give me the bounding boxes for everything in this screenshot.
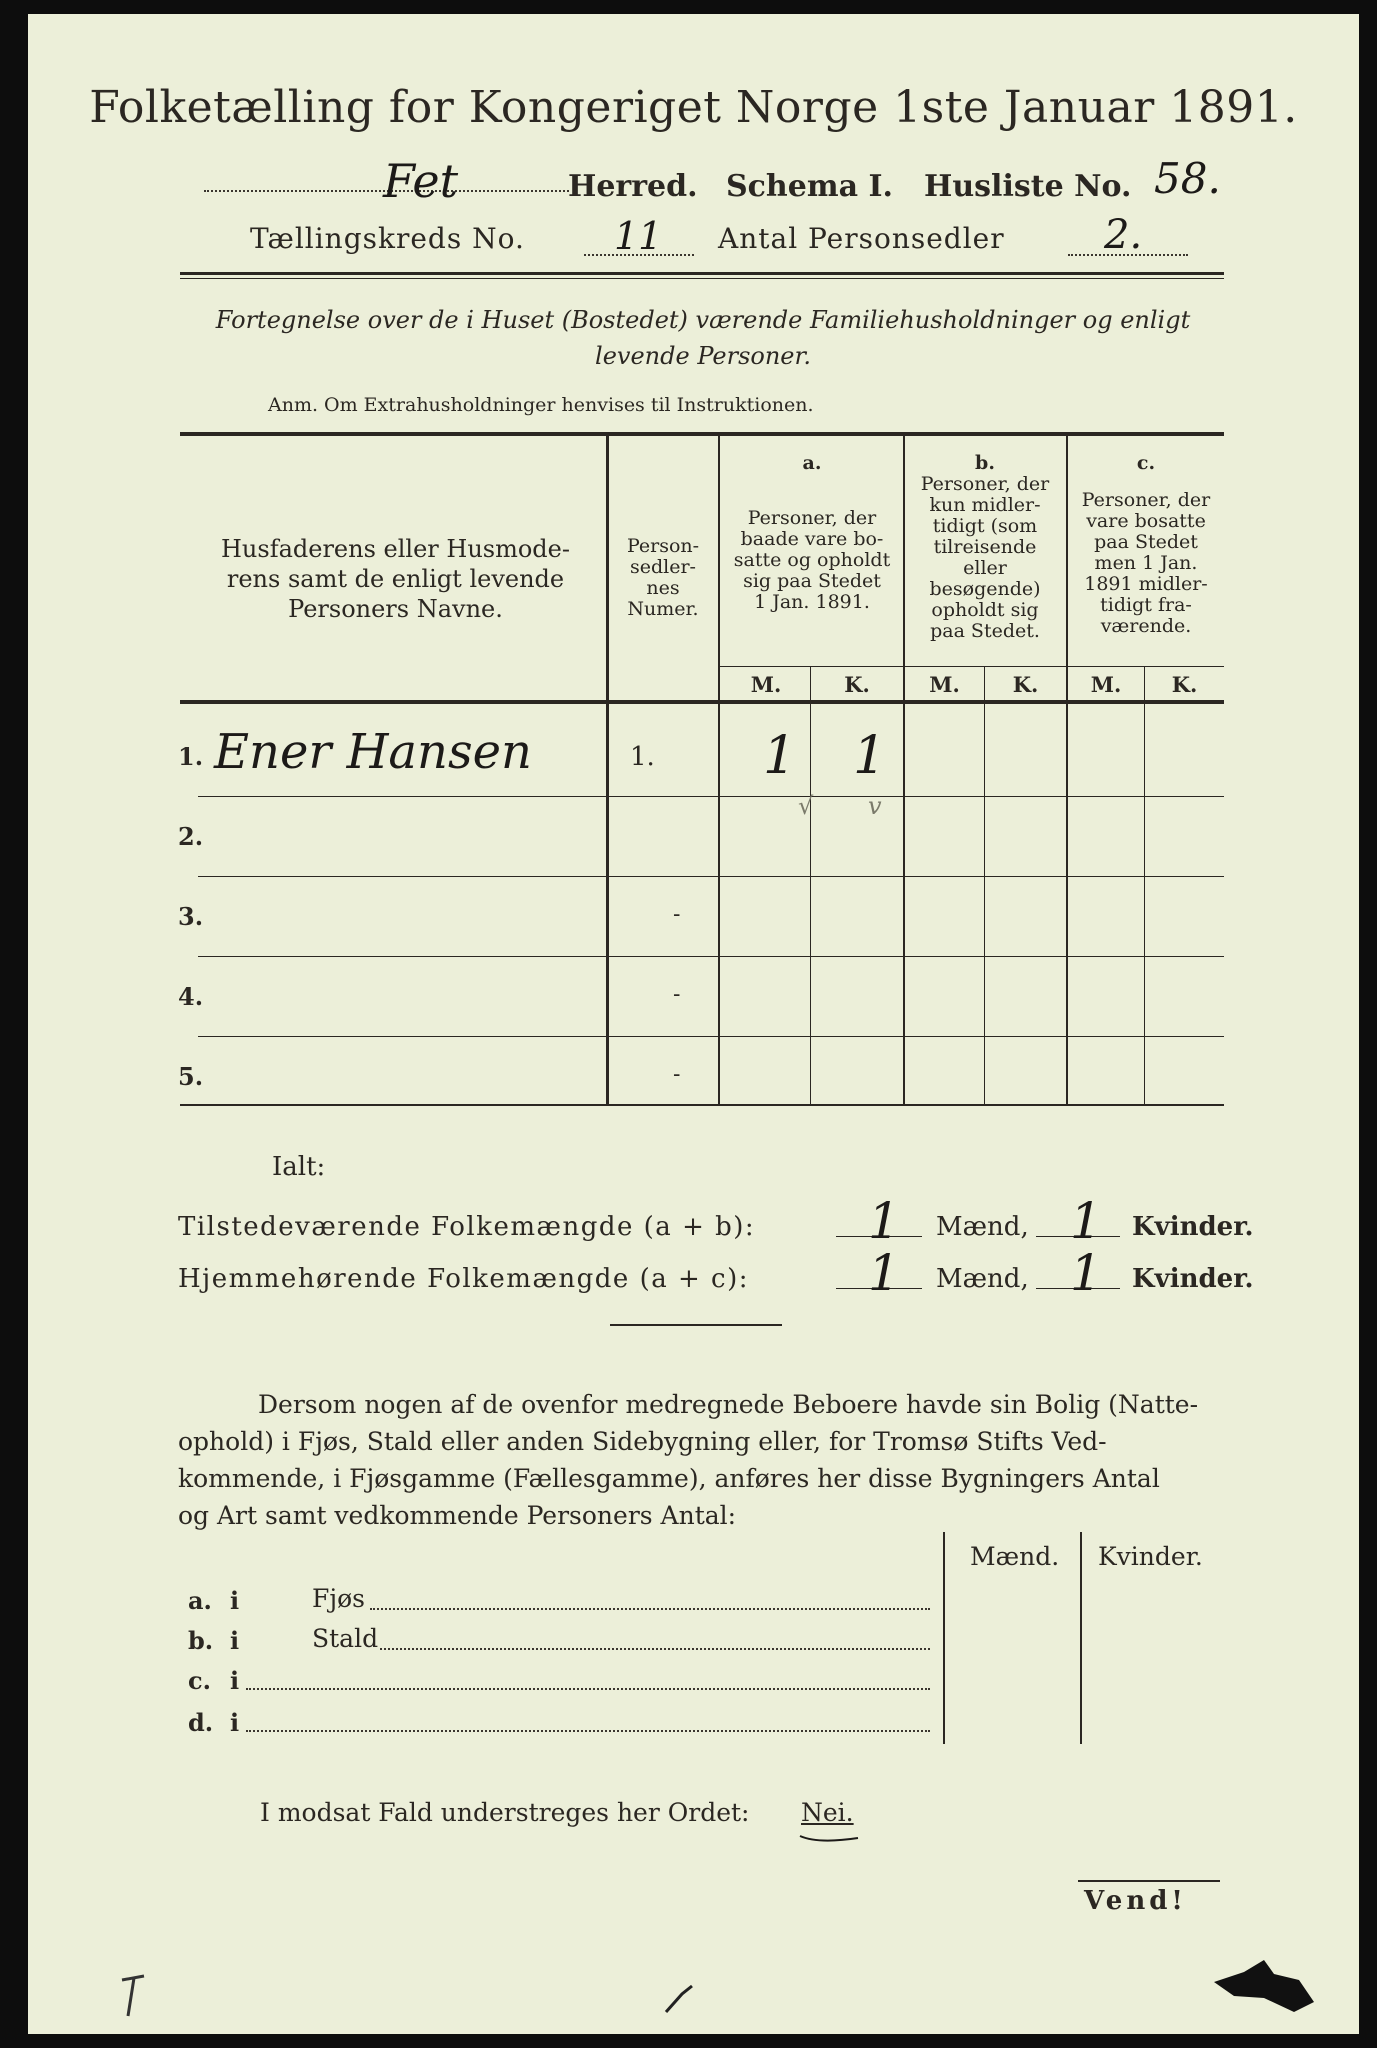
tilstede-maend: 1 bbox=[868, 1192, 900, 1250]
schema-label: Schema I. bbox=[726, 169, 893, 204]
row2-rule bbox=[198, 876, 1224, 877]
page-tear-mark bbox=[1204, 1952, 1324, 2022]
header-b-line8: paa Stedet. bbox=[930, 620, 1040, 642]
header-numer-line1: Person- bbox=[626, 535, 700, 557]
kreds-value: 11 bbox=[614, 214, 663, 258]
antal-value: 2. bbox=[1104, 212, 1143, 258]
b-mk-rule bbox=[905, 666, 1066, 667]
tilstede-kvinder-word: Kvinder. bbox=[1132, 1212, 1254, 1242]
row1-rule bbox=[198, 796, 1224, 797]
header-c-line3: paa Stedet bbox=[1094, 531, 1198, 553]
col-line-a-mk bbox=[810, 666, 811, 1106]
header-c-line6: tidigt fra- bbox=[1100, 594, 1192, 616]
modsat-text: I modsat Fald understreges her Ordet: bbox=[260, 1798, 750, 1827]
herred-value: Fet bbox=[383, 154, 459, 208]
header-b-line2: kun midler- bbox=[929, 494, 1041, 516]
building-row-i: i bbox=[230, 1666, 240, 1695]
buildings-para-line3: kommende, i Fjøsgamme (Fællesgamme), anføres her disse Bygningers Antal bbox=[178, 1464, 1160, 1493]
buildings-col-line2 bbox=[1080, 1532, 1082, 1744]
header-a-line1: Personer, der bbox=[747, 507, 877, 529]
kreds-label: Tællingskreds No. bbox=[250, 222, 525, 255]
header-b-line7: opholdt sig bbox=[931, 599, 1039, 621]
hjemme-kvinder-word: Kvinder. bbox=[1132, 1264, 1254, 1294]
buildings-para-line1: Dersom nogen af de ovenfor medregnede Beboere havde sin Bolig (Natte- bbox=[258, 1390, 1199, 1419]
row-numer: - bbox=[673, 1062, 681, 1087]
antal-label: Antal Personsedler bbox=[718, 222, 1005, 255]
header-c-line2: vare bosatte bbox=[1086, 510, 1206, 532]
header-b-letter: b. bbox=[975, 452, 995, 474]
building-row-dots bbox=[380, 1648, 930, 1650]
header-b-line6: besøgende) bbox=[929, 578, 1041, 600]
header-c-line1: Personer, der bbox=[1081, 489, 1211, 511]
row-number: 4. bbox=[178, 982, 204, 1011]
header-b-line1: Personer, der bbox=[920, 473, 1050, 495]
building-row-i: i bbox=[230, 1586, 240, 1615]
nei-underline-stroke bbox=[798, 1832, 862, 1844]
header-b-line5: eller bbox=[963, 557, 1007, 579]
header-a-line5: 1 Jan. 1891. bbox=[754, 591, 870, 613]
a-mk-rule bbox=[720, 666, 903, 667]
header-c-line5: 1891 midler- bbox=[1084, 573, 1208, 595]
buildings-paragraph bbox=[178, 1386, 1228, 1534]
buildings-para-line4: og Art samt vedkommende Personers Antal: bbox=[178, 1501, 737, 1530]
building-row-dots bbox=[370, 1608, 930, 1610]
header-c-col bbox=[1069, 490, 1223, 637]
buildings-col-line1 bbox=[943, 1532, 945, 1744]
header-name-line3: Personers Navne. bbox=[288, 595, 503, 623]
header-a-col bbox=[722, 508, 902, 613]
header-a-line4: sig paa Stedet bbox=[743, 570, 881, 592]
vend-rule bbox=[1078, 1880, 1220, 1882]
col-line-b-mk bbox=[984, 666, 985, 1106]
header-numer-line3: nes bbox=[646, 577, 680, 599]
header-name-line2: rens samt de enligt levende bbox=[226, 565, 565, 593]
header-rule-thin bbox=[180, 278, 1224, 279]
building-row-i: i bbox=[230, 1708, 240, 1737]
ialt-label: Ialt: bbox=[272, 1152, 326, 1182]
row4-rule bbox=[198, 1036, 1224, 1037]
row-a-m: 1 bbox=[763, 726, 797, 786]
form-title: Folketælling for Kongeriget Norge 1ste Januar 1891. bbox=[89, 82, 1298, 133]
header-c-line7: værende. bbox=[1100, 615, 1192, 637]
mk-c-m: M. bbox=[1090, 672, 1122, 697]
col-line-a bbox=[903, 434, 905, 1106]
mk-b-m: M. bbox=[929, 672, 960, 697]
row-numer: 1. bbox=[630, 742, 655, 772]
building-row-label: Stald bbox=[312, 1624, 379, 1653]
buildings-para-line2: ophold) i Fjøs, Stald eller anden Sidebygning eller, for Tromsø Stifts Ved- bbox=[178, 1427, 1107, 1456]
tilstede-kvinder: 1 bbox=[1070, 1192, 1102, 1250]
building-row-dots bbox=[246, 1730, 930, 1732]
building-row-letter: b. bbox=[188, 1626, 214, 1655]
mk-a-k: K. bbox=[844, 672, 870, 697]
mk-b-k: K. bbox=[1012, 672, 1039, 697]
header-b-line4: tilreisende bbox=[933, 536, 1037, 558]
row-number: 5. bbox=[178, 1062, 204, 1091]
hjemme-kvinder: 1 bbox=[1070, 1244, 1102, 1302]
hjemme-maend-word: Mænd, bbox=[936, 1264, 1029, 1294]
building-row-label: Fjøs bbox=[312, 1584, 365, 1613]
header-numer-line2: sedler- bbox=[630, 556, 696, 578]
header-name-col bbox=[188, 534, 603, 624]
header-c-letter: c. bbox=[1136, 452, 1156, 474]
header-name-line1: Husfaderens eller Husmode- bbox=[221, 535, 570, 563]
col-line-numer bbox=[718, 434, 720, 1106]
nei-word: Nei. bbox=[801, 1798, 854, 1827]
buildings-col-kvinder: Kvinder. bbox=[1098, 1542, 1203, 1571]
ink-speck bbox=[658, 1972, 708, 2018]
col-line-b bbox=[1066, 434, 1068, 1106]
husliste-label: Husliste No. bbox=[924, 169, 1132, 204]
building-row-i: i bbox=[230, 1626, 240, 1655]
hjemme-label: Hjemmehørende Folkemængde (a + c): bbox=[178, 1264, 749, 1294]
header-b-col bbox=[906, 474, 1064, 642]
row-a-k-check: v bbox=[868, 792, 882, 820]
building-row-dots bbox=[246, 1688, 930, 1690]
hjemme-maend: 1 bbox=[868, 1244, 900, 1302]
header-numer-line4: Numer. bbox=[627, 598, 699, 620]
building-row-letter: d. bbox=[188, 1708, 214, 1737]
row-number: 3. bbox=[178, 902, 204, 931]
mk-c-k: K. bbox=[1171, 672, 1198, 697]
buildings-col-maend: Mænd. bbox=[970, 1542, 1060, 1571]
header-c-line4: men 1 Jan. bbox=[1094, 552, 1198, 574]
row-numer: - bbox=[673, 902, 681, 927]
row-number: 2. bbox=[178, 822, 204, 851]
intro-line2: levende Personer. bbox=[595, 342, 811, 370]
building-row-letter: c. bbox=[188, 1666, 211, 1695]
row-name: Ener Hansen bbox=[214, 724, 532, 780]
mk-a-m: M. bbox=[750, 672, 782, 697]
header-a-line3: satte og opholdt bbox=[733, 549, 891, 571]
col-line-name bbox=[606, 434, 609, 1106]
intro-line1: Fortegnelse over de i Huset (Bostedet) værende Familiehusholdninger og enligt bbox=[215, 306, 1191, 334]
herred-label: Herred. bbox=[568, 169, 698, 204]
anm-note: Anm. Om Extrahusholdninger henvises til Instruktionen. bbox=[268, 394, 814, 416]
row-numer: - bbox=[673, 982, 681, 1007]
c-mk-rule bbox=[1068, 666, 1224, 667]
row3-rule bbox=[198, 956, 1224, 957]
corner-mark bbox=[114, 1970, 174, 2020]
row-a-k: 1 bbox=[853, 726, 887, 786]
header-a-line2: baade vare bo- bbox=[740, 528, 884, 550]
header-a-letter: a. bbox=[802, 452, 822, 474]
row-number: 1. bbox=[178, 742, 204, 771]
header-b-line3: tidigt (som bbox=[932, 515, 1038, 537]
section-separator bbox=[610, 1324, 782, 1326]
row-a-m-check: √ bbox=[798, 792, 814, 820]
tilstede-label: Tilstedeværende Folkemængde (a + b): bbox=[178, 1212, 756, 1242]
col-line-c-mk bbox=[1144, 666, 1145, 1106]
census-form-page bbox=[28, 14, 1359, 2034]
husliste-value: 58. bbox=[1154, 154, 1221, 203]
header-numer-col bbox=[610, 536, 716, 620]
tilstede-maend-word: Mænd, bbox=[936, 1212, 1029, 1242]
header-rule bbox=[180, 272, 1224, 275]
vend-text: Vend! bbox=[1084, 1886, 1187, 1916]
building-row-letter: a. bbox=[188, 1586, 212, 1615]
